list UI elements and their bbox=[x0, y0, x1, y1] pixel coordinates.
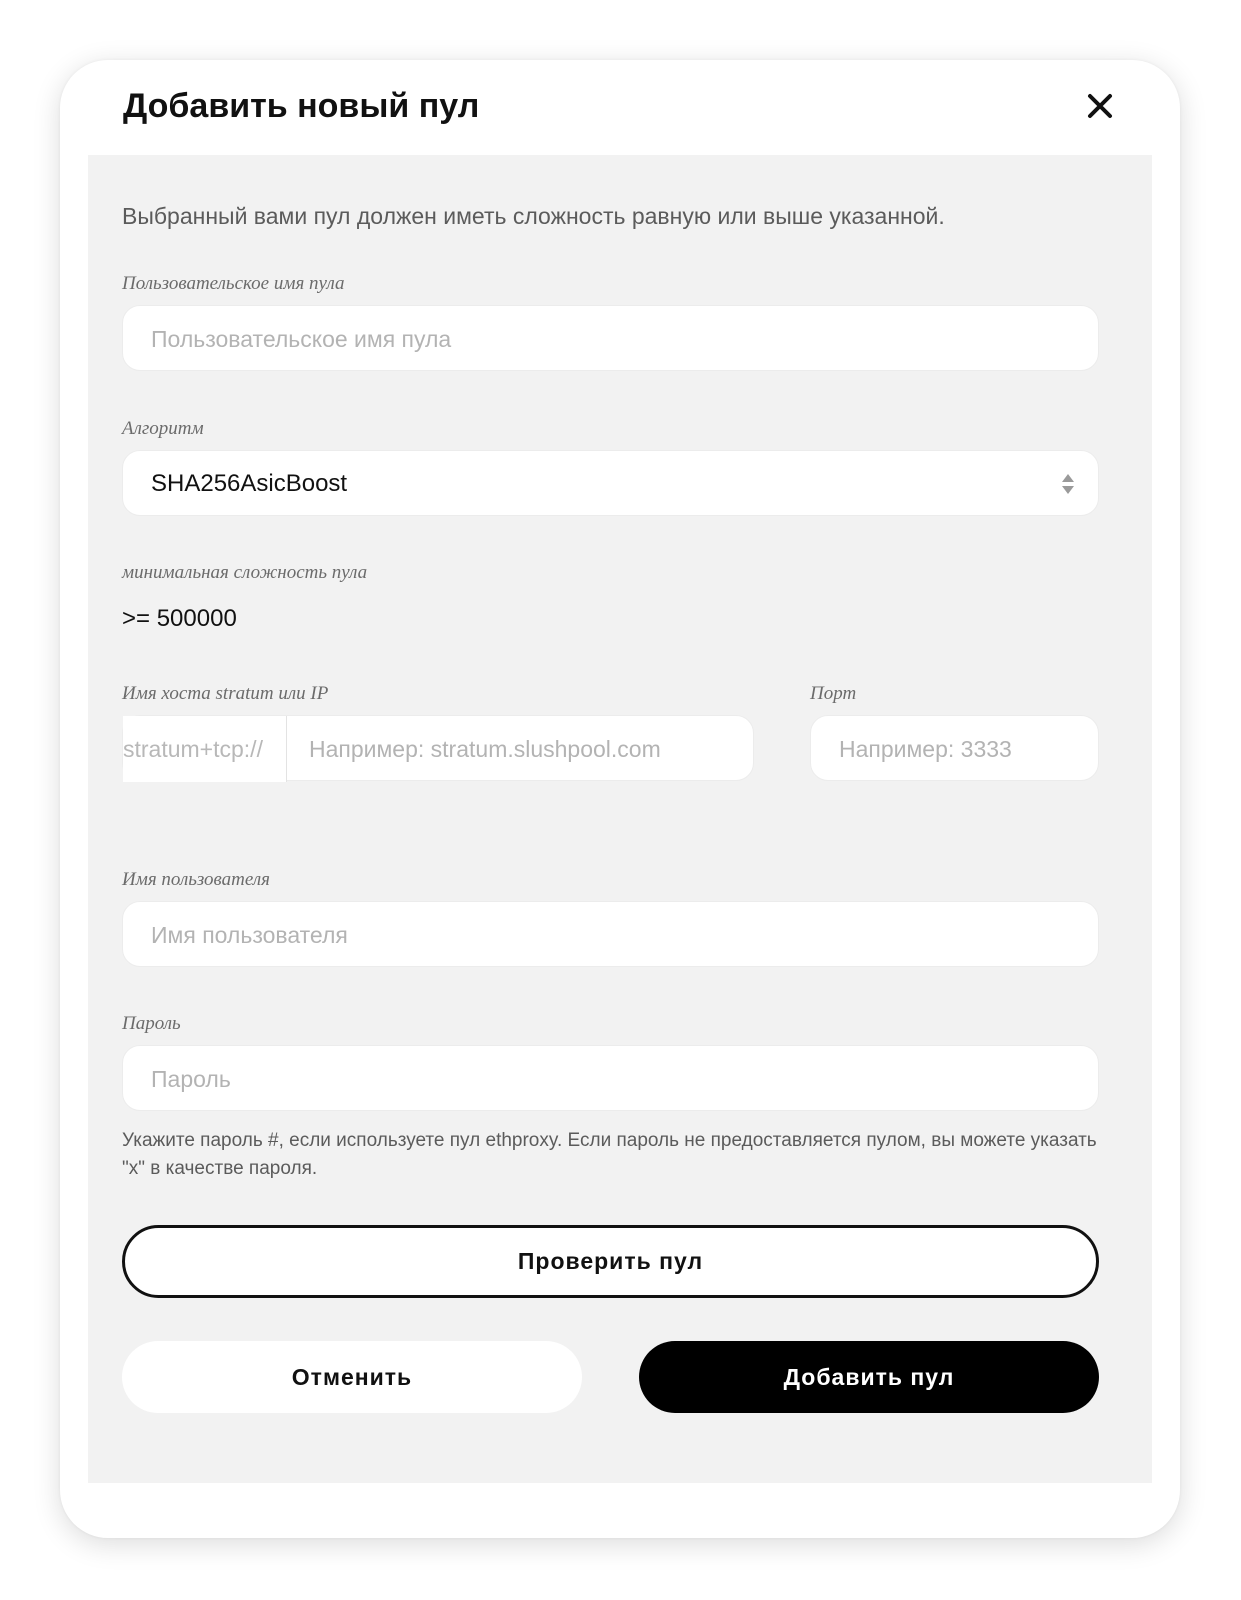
port-label: Порт bbox=[810, 683, 857, 704]
host-label: Имя хоста stratum или IP bbox=[122, 683, 329, 704]
dialog-title: Добавить новый пул bbox=[123, 87, 480, 125]
password-input[interactable] bbox=[122, 1045, 1099, 1111]
username-label: Имя пользователя bbox=[122, 869, 270, 890]
port-input[interactable] bbox=[810, 715, 1099, 781]
difficulty-hint: Выбранный вами пул должен иметь сложность равную или выше указанной. bbox=[122, 203, 945, 229]
password-label: Пароль bbox=[122, 1013, 181, 1034]
add-pool-button[interactable]: Добавить пул bbox=[639, 1341, 1099, 1413]
select-arrows-icon bbox=[1060, 472, 1076, 496]
cancel-button[interactable]: Отменить bbox=[122, 1341, 582, 1413]
add-pool-dialog bbox=[60, 60, 1180, 1538]
form-panel bbox=[88, 155, 1152, 1483]
password-placeholder: Пароль bbox=[151, 1066, 231, 1092]
algorithm-select[interactable] bbox=[122, 450, 1099, 516]
host-placeholder: Например: stratum.slushpool.com bbox=[309, 736, 661, 762]
min-difficulty-label: минимальная сложность пула bbox=[122, 562, 368, 583]
host-protocol-prefix: stratum+tcp:// bbox=[123, 716, 287, 782]
algorithm-label: Алгоритм bbox=[122, 418, 204, 439]
close-button[interactable] bbox=[1080, 86, 1120, 126]
password-helper-text: Укажите пароль #, если используете пул ethproxy. Если пароль не предоставляется пулом, вы можете указать "x" в качестве пароля. bbox=[122, 1130, 1097, 1179]
host-input[interactable] bbox=[122, 715, 754, 781]
close-icon bbox=[1087, 93, 1113, 119]
pool-name-input[interactable] bbox=[122, 305, 1099, 371]
port-placeholder: Например: 3333 bbox=[839, 736, 1012, 762]
pool-name-placeholder: Пользовательское имя пула bbox=[151, 326, 452, 352]
username-placeholder: Имя пользователя bbox=[151, 922, 348, 948]
username-input[interactable] bbox=[122, 901, 1099, 967]
min-difficulty-value: >= 500000 bbox=[122, 605, 237, 632]
algorithm-selected-value: SHA256AsicBoost bbox=[151, 470, 348, 497]
check-pool-button[interactable]: Проверить пул bbox=[122, 1225, 1099, 1298]
pool-name-label: Пользовательское имя пула bbox=[122, 273, 345, 294]
